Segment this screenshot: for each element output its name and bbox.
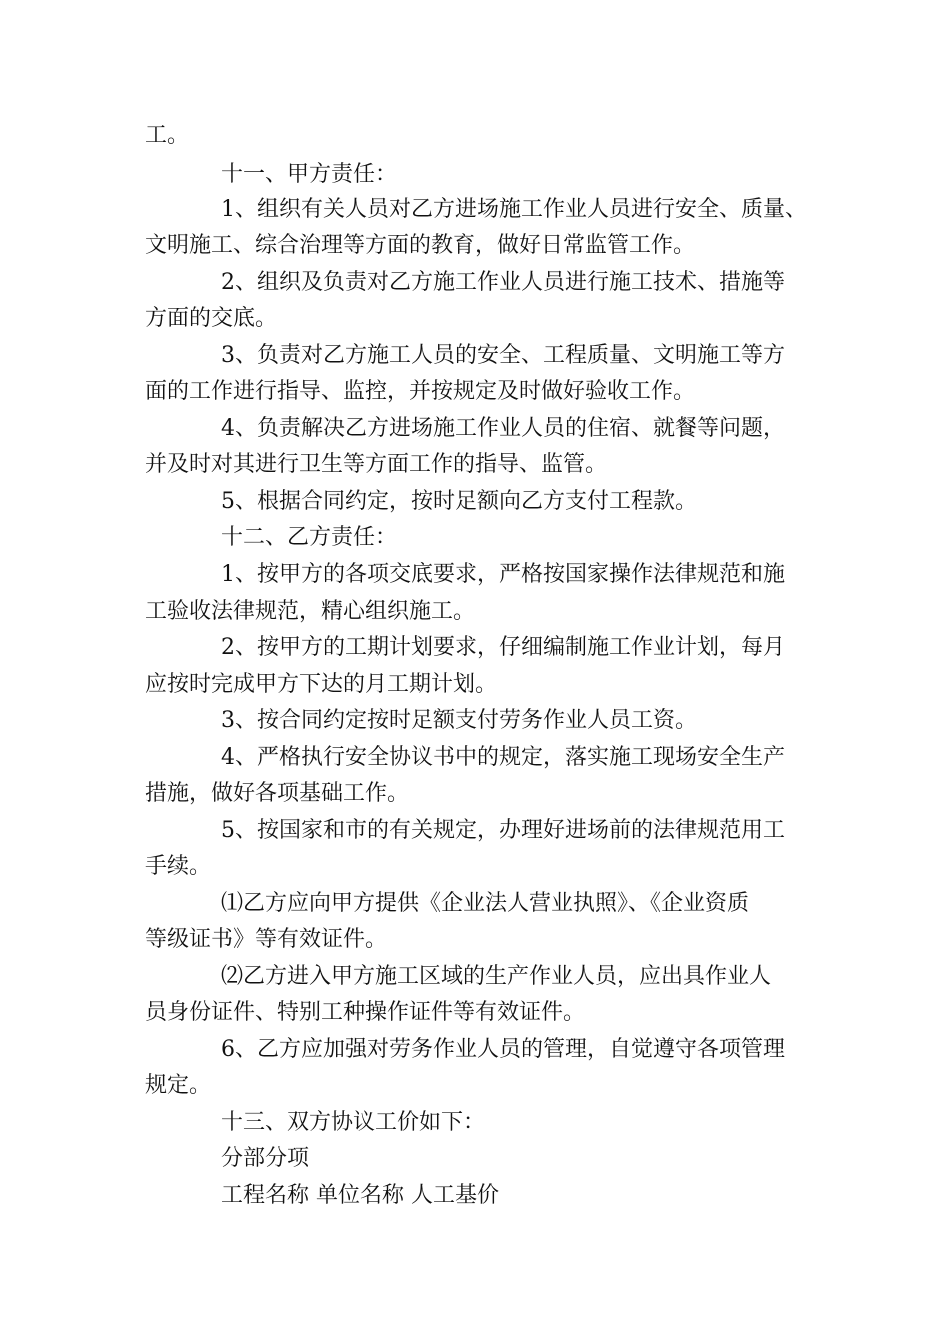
text-line: 5、根据合同约定，按时足额向乙方支付工程款。 [221,489,697,514]
table-header-line: 工程名称 单位名称 人工基价 [221,1183,499,1208]
text-line: 1、组织有关人员对乙方进场施工作业人员进行安全、质量、 [221,197,807,222]
text-line: 6、乙方应加强对劳务作业人员的管理，自觉遵守各项管理 [221,1037,785,1062]
text-line: ⑴乙方应向甲方提供《企业法人营业执照》、《企业资质 [221,891,750,916]
text-line: 员身份证件、特别工种操作证件等有效证件。 [145,1000,586,1025]
text-line: 文明施工、综合治理等方面的教育，做好日常监管工作。 [145,233,696,258]
text-line: ⑵乙方进入甲方施工区域的生产作业人员，应出具作业人 [221,964,772,989]
text-line: 方面的交底。 [145,306,278,331]
text-line: 分部分项 [221,1146,310,1171]
text-line: 并及时对其进行卫生等方面工作的指导、监管。 [145,452,608,477]
text-line: 手续。 [145,854,212,879]
text-line: 工验收法律规范，精心组织施工。 [145,599,476,624]
text-line: 2、组织及负责对乙方施工作业人员进行施工技术、措施等 [221,270,785,295]
section-heading: 十二、乙方责任： [221,525,398,550]
text-line: 4、严格执行安全协议书中的规定，落实施工现场安全生产 [221,745,785,770]
text-line: 规定。 [145,1073,212,1098]
text-line: 5、按国家和市的有关规定，办理好进场前的法律规范用工 [221,818,785,843]
text-line: 措施，做好各项基础工作。 [145,781,410,806]
text-line: 2、按甲方的工期计划要求，仔细编制施工作业计划，每月 [221,635,785,660]
text-line: 应按时完成甲方下达的月工期计划。 [145,672,498,697]
section-heading: 十三、双方协议工价如下： [221,1110,486,1135]
text-line: 3、按合同约定按时足额支付劳务作业人员工资。 [221,708,697,733]
text-line: 等级证书》等有效证件。 [145,927,388,952]
text-line: 3、负责对乙方施工人员的安全、工程质量、文明施工等方 [221,343,785,368]
text-line: 工。 [145,123,190,148]
text-line: 面的工作进行指导、监控，并按规定及时做好验收工作。 [145,379,696,404]
text-line: 4、负责解决乙方进场施工作业人员的住宿、就餐等问题， [221,416,785,441]
section-heading: 十一、甲方责任： [221,162,398,187]
text-line: 1、按甲方的各项交底要求，严格按国家操作法律规范和施 [221,562,785,587]
